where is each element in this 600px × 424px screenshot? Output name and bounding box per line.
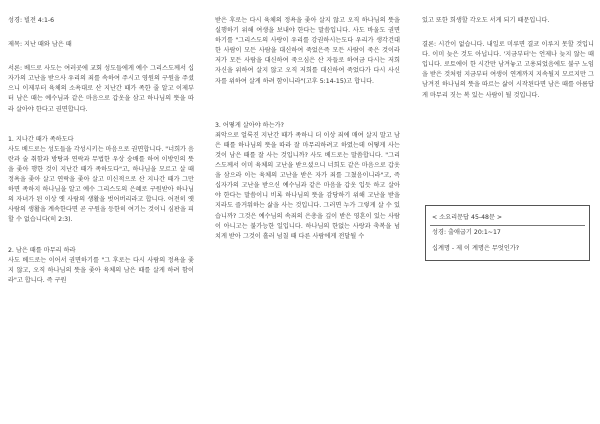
sermon-title: 제목: 지난 때와 남은 때 <box>8 41 72 49</box>
continuation-paragraph-right: 있고 또한 희생할 각오도 서게 되기 때문입니다. <box>422 17 550 24</box>
section-1-body: 사도 베드로는 성도들을 각성시키는 마음으로 권면합니다. "너희가 음란과 술 취함과 방탕과 연락과 무법한 우상 숭배를 하여 이방인의 뜻을 좇아 행한 것이 지난간 때가 족하도다"고, 하나님을 모르고 살 때 정욕을 좇아 살고 연락을 좇아 살고 미신적으로 산 지나간 때가 그만하면 족하지 하나님을 알고 예수 그리스도의 은혜로 구원받아 하나님의 자녀가 된 이상 옛 사람의 생활을 벗어버리라고 합니다. 어전히 옛 사람의 생활을 계속한다면 곧 구원을 등한히 여기는 것이니 심판을 피할 수 없습니다(히 2:3). <box>8 145 194 224</box>
catechism-title: < 소요리문답 45-48문 > <box>432 214 503 221</box>
conclusion-paragraph: 결론: 시간이 없습니다. 내일로 미루면 결코 이루지 못할 것입니다. 이미 늦은 것도 아닙니다. '지금부터'는 언제나 늦지 않는 때입니다. 로토에이 한 시간만 남겨놓고 고용되었음에도 불구 노임을 받은 것처럼 지금부터 여생이 연계까지 지속될지 모르지만 그 남겨진 하나님의 뜻을 따르는 삶이 시작된다면 남은 때를 아름답게 마무리 짓는 복 있는 사람이 될 것입니다. <box>422 41 594 99</box>
section-1-heading: 1. 지나간 때가 족하도다 <box>8 135 74 143</box>
introduction-paragraph: 서론: 베드로 사도는 여러곳에 교회 성도들에게 예수 그리스도께서 십자가의 고난을 받으사 우리의 죄를 속하여 주시고 영원의 구원을 주셨으니 이제부터 육체의 소욕대로 산 지난간 때가 족한 줄 알고 이제부터 남은 때는 예수님과 같은 마음으로 갑옷을 삼고 하나님의 뜻을 따라 살아야 한다고 권면합니다. <box>8 65 194 113</box>
section-2-heading: 2. 남은 때를 마무리 하라 <box>8 246 76 254</box>
continuation-paragraph: 받은 후로는 다시 육체의 정욕을 좇아 살지 않고 오직 하나님의 뜻을 실행하기 위해 여생을 보내야 한다는 말씀입니다. 사도 바울도 권면하기를 "그리스도의 사랑이 우리를 강권하시는도다 우리가 생각건대 한 사람이 모든 사람을 대신하여 죽었은즉 모든 사람이 죽은 것이라 저가 모든 사람을 대신하여 죽으심은 산 자들로 하여금 다시는 저희 자신을 위하여 살지 않고 오직 저희를 대신하여 죽었다가 다시 사신 자를 위하여 살게 하려 함이니라"(고후 5:14-15)고 합니다. <box>215 17 400 85</box>
section-2-body: 사도 베드로는 이어서 권면하기를 "그 후로는 다시 사람의 정욕을 좇지 않고, 오직 하나님의 뜻을 좇아 육체의 남은 때를 살게 하려 함이라"고 합니다. 즉 구원 <box>8 256 194 284</box>
column-right <box>422 16 594 101</box>
section-3-body: 죄악으로 얼룩진 지난간 때가 족하니 더 이상 죄에 매여 살지 말고 남은 때를 하나님의 뜻을 따라 잘 마무리하려고 하였는데 어떻게 사는 것이 남은 때를 잘 사는 것입니까? 사도 베드로는 말씀합니다. "그리스도께서 이미 육체의 고난을 받으셨으니 너희도 같은 마음으로 갑옷을 삼으라 이는 육체의 고난을 받은 자가 죄를 그쳤음이니라"고, 즉 십자가의 고난을 받으신 예수님과 같은 마음을 갑옷 입듯 하고 살아야 한다는 말씀이니 비록 하나님의 뜻을 감당하기 위해 고난을 받을지라도 즐거워하는 삶을 사는 것입니다. 그러면 누가 그렇게 살 수 있습니까? 그것은 예수님의 속죄의 은총을 깊이 받은 영혼이 있는 사람이 아니고는 불가능한 일입니다. 하나님의 한없는 사랑과 축복을 넘치게 받아 그것이 흘러 넘칠 때 다른 사람에게 전달될 수 <box>215 131 400 240</box>
section-3-heading: 3. 어떻게 살아야 하는가? <box>215 121 284 129</box>
column-middle <box>215 16 400 242</box>
column-left <box>8 16 194 286</box>
scripture-reference: 성경: 빌전 4:1-6 <box>8 17 55 24</box>
catechism-title-bar <box>430 211 585 226</box>
catechism-box <box>425 205 590 261</box>
catechism-topic: 십계명 - 제 이 계명은 무엇인가? <box>432 245 520 252</box>
catechism-scripture: 성경: 출애굽기 20:1~17 <box>432 229 501 236</box>
